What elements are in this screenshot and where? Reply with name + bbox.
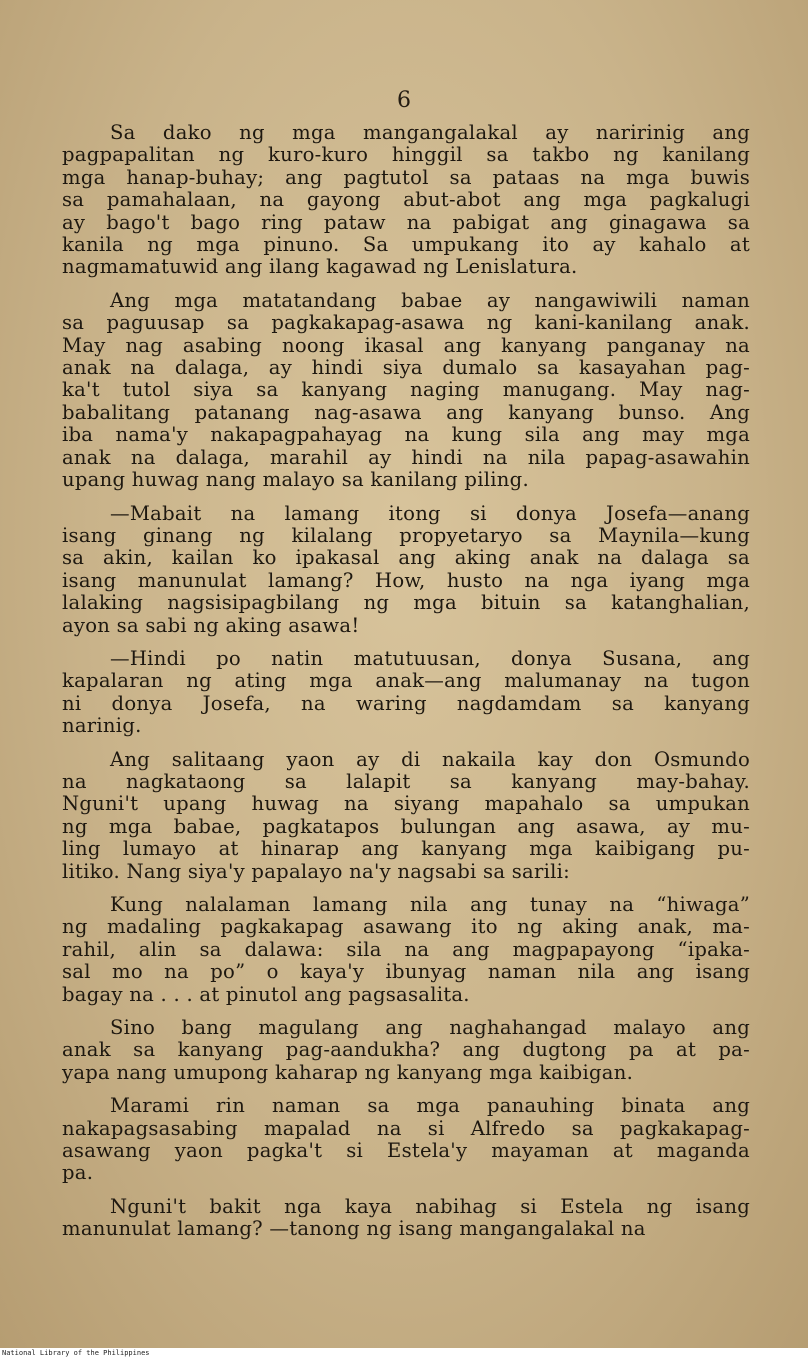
text-line: ayon sa sabi ng aking asawa! [62, 613, 360, 637]
paragraph [62, 503, 750, 637]
paragraph [62, 894, 750, 1006]
text-line: Kung nalalaman lamang nila ang tunay na “hiwaga” [110, 893, 750, 916]
text-line: isang ginang ng kilalang propyetaryo sa Maynila—kung [62, 523, 750, 547]
text-line: Nguni't upang huwag na siyang mapahalo sa umpukan [62, 792, 750, 816]
text-line: nakapagsasabing mapalad na si Alfredo sa pagkakapag- [62, 1116, 750, 1140]
text-line: iba nama'y nakapagpahayag na kung sila ang may mga [62, 423, 750, 447]
text-line: ng madaling pagkakapag asawang ito ng aking anak, ma- [62, 915, 750, 939]
text-line: Ang mga matatandang babae ay nangawiwili naman [110, 288, 750, 312]
text-line: sa pamahalaan, na gayong abut-abot ang mga pagkalugi [62, 188, 750, 212]
paragraph [62, 1095, 750, 1185]
text-line: narinig. [62, 714, 142, 738]
text-line: rahil, alin sa dalawa: sila na ang magpapayong “ipaka- [62, 937, 750, 961]
text-line: Ang salitaang yaon ay di nakaila kay don Osmundo [110, 747, 750, 771]
text-line: sa paguusap sa pagkakapag-asawa ng kani-kanilang anak. [62, 311, 750, 335]
text-line: kanila ng mga pinuno. Sa umpukang ito ay kahalo at [62, 233, 750, 257]
text-line: isang manunulat lamang? How, husto na nga iyang mga [62, 568, 750, 592]
text-line: ni donya Josefa, na waring nagdamdam sa kanyang [62, 691, 750, 715]
text-line: anak sa kanyang pag-aandukha? ang dugtong pa at pa- [62, 1038, 750, 1062]
text-line: manunulat lamang? —tanong ng isang mangangalakal na [62, 1217, 646, 1241]
paragraph [62, 1017, 750, 1084]
text-line: yapa nang umupong kaharap ng kanyang mga kaibigan. [62, 1060, 634, 1084]
text-line: kapalaran ng ating mga anak—ang malumanay na tugon [62, 669, 750, 693]
text-line: ng mga babae, pagkatapos bulungan ang asawa, ay mu- [62, 814, 750, 838]
text-line: May nag asabing noong ikasal ang kanyang panganay na [62, 333, 750, 357]
text-line: upang huwag nang malayo sa kanilang piling. [62, 468, 529, 492]
body-text [62, 122, 750, 1252]
text-line: ka't tutol siya sa kanyang naging manugang. May nag- [62, 378, 750, 402]
text-line: babalitang patanang nag-asawa ang kanyang bunso. Ang [62, 400, 750, 424]
paragraph [62, 648, 750, 738]
text-line: ay bago't bago ring pataw na pabigat ang ginagawa sa [62, 210, 750, 234]
paragraph [62, 749, 750, 883]
text-line: sal mo na po” o kaya'y ibunyag naman nila ang isang [62, 960, 750, 984]
text-line: Nguni't bakit nga kaya nabihag si Estela ng isang [110, 1194, 750, 1218]
text-line: nagmamatuwid ang ilang kagawad ng Lenislatura. [62, 255, 578, 279]
text-line: asawang yaon pagka't si Estela'y mayaman at maganda [62, 1139, 750, 1163]
text-line: litiko. Nang siya'y papalayo na'y nagsabi sa sarili: [62, 859, 570, 883]
paragraph [62, 290, 750, 492]
paragraph [62, 1196, 750, 1241]
text-line: Sino bang magulang ang naghahangad malayo ang [110, 1016, 750, 1040]
text-line: bagay na . . . at pinutol ang pagsasalita. [62, 982, 470, 1006]
page-number: 6 [397, 88, 411, 113]
text-line: mga hanap-buhay; ang pagtutol sa pataas na mga buwis [62, 165, 750, 189]
text-line: anak na dalaga, ay hindi siya dumalo sa kasayahan pag- [62, 356, 750, 380]
footer-credit: National Library of the Philippines [2, 1349, 150, 1357]
text-line: Sa dako ng mga mangangalakal ay naririnig ang [110, 121, 750, 144]
text-line: Marami rin naman sa mga panauhing binata ang [110, 1094, 750, 1118]
text-line: na nagkataong sa lalapit sa kanyang may-bahay. [62, 769, 750, 793]
text-line: —Hindi po natin matutuusan, donya Susana, ang [110, 646, 750, 670]
paragraph [62, 122, 750, 279]
text-line: lalaking nagsisipagbilang ng mga bituin sa katanghalian, [62, 591, 750, 615]
text-line: pa. [62, 1161, 94, 1185]
text-line: sa akin, kailan ko ipakasal ang aking anak na dalaga sa [62, 546, 750, 570]
text-line: pagpapalitan ng kuro-kuro hinggil sa takbo ng kanilang [62, 143, 750, 167]
text-line: ling lumayo at hinarap ang kanyang mga kaibigang pu- [62, 837, 750, 861]
text-line: anak na dalaga, marahil ay hindi na nila papag-asawahin [62, 445, 750, 469]
text-line: —Mabait na lamang itong si donya Josefa—anang [110, 501, 750, 525]
